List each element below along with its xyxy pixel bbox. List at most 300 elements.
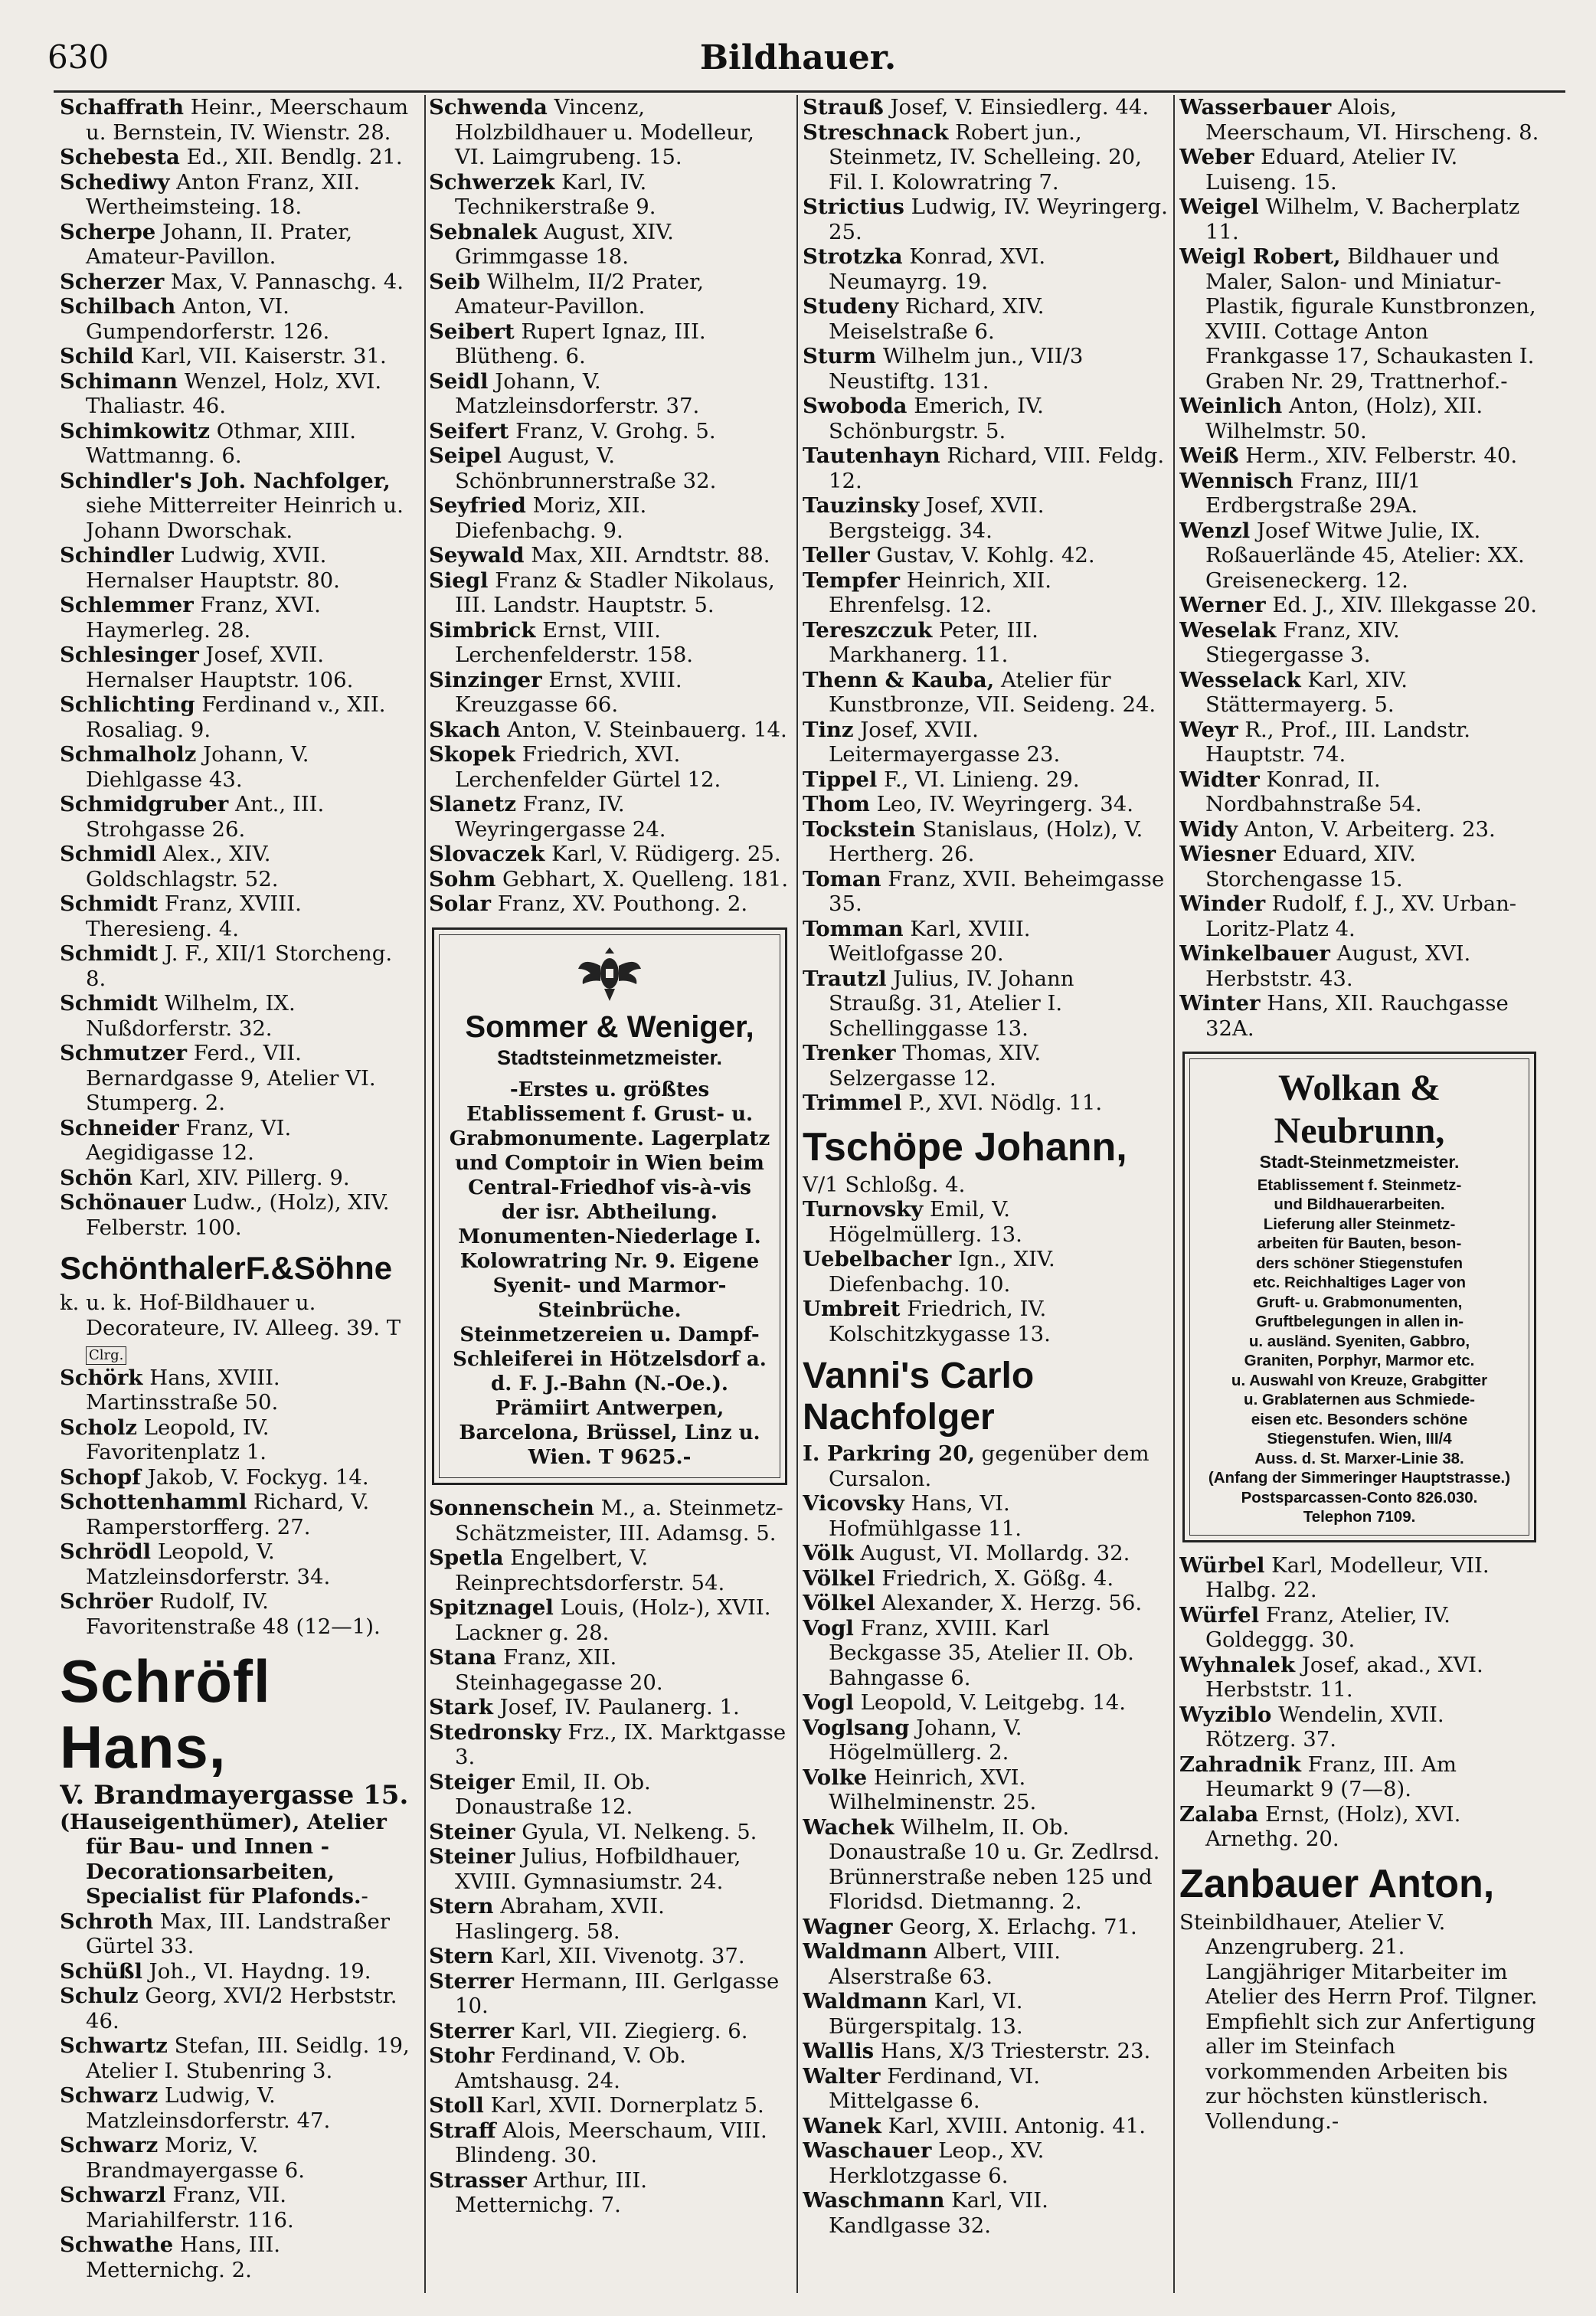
ad-line: u. Auswahl von Kreuze, Grabgitter [1231,1371,1488,1389]
entry-name: Strictius [803,195,904,219]
directory-entry [803,1441,1169,1491]
directory-entry [1179,1910,1539,2134]
entry-name: Schottenhamml [60,1490,247,1514]
running-head: Bildhauer. [699,38,897,77]
entry-name: Zalaba [1179,1801,1259,1827]
directory-entry [60,891,414,941]
directory-entry [429,742,790,792]
directory-entry [60,1589,414,1639]
entry-name: Scholz [60,1415,138,1440]
entry-name: Schmidgruber [60,792,229,816]
entry-name: Tippel [803,767,878,792]
ad-line: ders schöner Stiegenstufen [1256,1254,1463,1272]
entry-name: Tauzinsky [803,493,920,518]
directory-entry [429,220,790,270]
ad-line: Graniten, Porphyr, Marmor etc. [1244,1352,1475,1369]
entry-name: Würbel [1179,1552,1265,1578]
entry-name: Seibert [429,319,515,344]
entry-details: Ernst, (Holz), XVI. Arnethg. 20. [1205,1801,1461,1851]
entry-details: Josef, IV. Paulanerg. 1. [492,1695,740,1719]
entry-name: Spitznagel [429,1595,554,1620]
directory-entry [803,792,1169,817]
entry-name: Streschnack [803,119,949,145]
entry-details: Alois, Meerschaum, VIII. Blindeng. 30. [455,2118,767,2167]
entry-details: Jakob, V. Fockyg. 14. [141,1464,369,1490]
ad-line: eisen etc. Besonders schöne [1251,1410,1468,1428]
directory-entry [429,1695,790,1720]
entry-name: Schlesinger [60,643,199,667]
directory-entry [1179,1752,1539,1802]
ad-subtitle: Stadt-Steinmetzmeister. [1259,1152,1460,1172]
entry-details: Johann, V. Högelmüllerg. 2. [829,1715,1022,1765]
entry-details: Karl, XVII. Dornerplatz 5. [483,2093,764,2118]
entry-name: Schimkowitz [60,418,210,443]
entry-name: Slanetz [429,792,516,816]
entry-details: Heinr., Meerschaum u. Bernstein, IV. Wienstr. 28. [86,95,409,145]
entry-name: Simbrick [429,617,536,643]
directory-entry [1179,618,1539,668]
directory-entry [60,692,414,742]
entry-name: Wasserbauer [1179,95,1332,119]
entry-details: Engelbert, V. Reinprechtsdorferstr. 54. [455,1546,725,1595]
display-heading: SchönthalerF.&Söhne [60,1250,393,1286]
entry-details: Emerich, IV. Schönburgstr. 5. [829,394,1044,443]
entry-details: Leopold, IV. Favoritenplatz 1. [86,1415,270,1464]
entry-name: Schmidt [60,891,159,916]
entry-details: P., XVI. Nödlg. 11. [901,1091,1103,1115]
column-divider [796,95,798,2293]
directory-entry [429,2043,790,2093]
entry-name: Sterrer [429,1968,515,1994]
entry-details: Josef, XVII. Leitermayergasse 23. [829,717,1061,767]
entry-details: Josef, V. Einsiedlerg. 44. [883,95,1150,119]
directory-entry [60,941,414,991]
directory-entry [803,1041,1169,1091]
entry-name: Vogl [803,1690,854,1715]
column-2 [429,95,790,2293]
directory-entry [60,1909,414,1959]
entry-details: Wilhelm jun., VII/3 Neustiftg. 131. [829,344,1084,394]
directory-entry [1179,1603,1539,1653]
directory-entry [803,1247,1169,1297]
entry-details: Max, V. Pannaschg. 4. [164,269,404,294]
entry-details: Franz, VI. Aegidigasse 12. [86,1115,292,1165]
entry-name: Stark [429,1695,493,1719]
entry-details: siehe Mitterreiter Heinrich u. Johann Dworschak. [86,493,404,543]
directory-entry [60,145,414,170]
ad-line: Etablissement f. Steinmetz- [1257,1176,1462,1194]
entry-name: Steiger [429,1769,515,1794]
entry-name: Vogl [803,1615,854,1641]
entry-name: Völkel [803,1591,875,1615]
entry-name: Schroth [60,1909,154,1934]
entry-details: Othmar, XIII. Wattmanng. 6. [86,418,357,468]
entry-name: Toman [803,866,881,891]
entry-details: Louis, (Holz-), XVII. Lackner g. 28. [455,1595,771,1645]
entry-name: Weinlich [1179,394,1283,418]
directory-entry [803,195,1169,244]
entry-name: Wiesner [1179,842,1276,866]
entry-name: Siegl [429,568,489,593]
entry-name: Schmidt [60,991,159,1016]
entry-name: Strotzka [803,244,903,269]
entry-details: Leo, IV. Weyringerg. 34. [869,792,1133,816]
directory-entry [60,1490,414,1539]
entry-name: Stern [429,1894,494,1919]
column-divider [424,95,426,2293]
directory-entry [429,1546,790,1595]
directory-entry [1179,593,1539,618]
entry-details: Friedrich, IV. Kolschitzkygasse 13. [829,1297,1051,1346]
ad-line: u. ausländ. Syeniten, Gabbro, [1248,1332,1470,1350]
entry-name: Seyfried [429,493,526,518]
entry-name: Tockstein [803,816,916,842]
entry-details: Stefan, III. Seidlg. 19, Atelier I. Stubenring 3. [86,2033,410,2083]
entry-name: Schwenda [429,95,548,119]
directory-entry [429,1969,790,2019]
entry-details: Gyula, VI. Nelkeng. 5. [515,1819,757,1844]
directory-entry [1179,1653,1539,1703]
directory-entry [803,2138,1169,2188]
entry-name: Sebnalek [429,219,538,244]
entry-name: Schopf [60,1464,141,1490]
directory-entry [60,220,414,270]
directory-entry [1179,891,1539,941]
directory-entry [803,967,1169,1042]
entry-name: Wallis [803,2039,875,2063]
entry-details: Ludwig, XVII. Hernalser Hauptstr. 80. [86,543,340,593]
directory-entry [60,344,414,369]
entry-details: Hans, XVIII. Martinsstraße 50. [86,1365,280,1415]
entry-name: Vicovsky [803,1491,904,1516]
entry-details: Anton, V. Arbeiterg. 23. [1238,816,1496,842]
directory-entry [1179,718,1539,767]
entry-details: Max, III. Landstraßer Gürtel 33. [86,1909,390,1958]
directory-entry [429,792,790,842]
directory-entry [60,2133,414,2183]
directory-entry [60,1415,414,1465]
ad-line: Telephon 7109. [1303,1508,1416,1526]
entry-name: Wyhnalek [1179,1652,1296,1677]
column-1 [60,95,414,2293]
directory-entry [60,842,414,891]
directory-entry [429,270,790,319]
entry-details: Alexander, X. Herzg. 56. [875,1591,1143,1615]
entry-name: Völk [803,1541,854,1565]
entry-name: Volke [803,1765,868,1790]
entry-name: Schilbach [60,294,176,319]
directory-entry [60,1190,414,1240]
directory-entry [60,991,414,1041]
entry-details: Franz, VII. Mariahilferstr. 116. [86,2183,294,2233]
entry-name: Schwerzek [429,169,555,195]
entry-details: Johann, V. Matzleinsdorferstr. 37. [455,368,700,418]
eagle-emblem-icon [449,943,770,1004]
directory-entry [1179,991,1539,1041]
directory-entry [1179,941,1539,991]
entry-details: Anton, (Holz), XII. Wilhelmstr. 50. [1205,394,1483,443]
entry-name: Weigl Robert, [1179,244,1341,269]
entry-details: Julius, IV. Johann Straußg. 31, Atelier I. Schellinggasse 13. [829,966,1074,1041]
entry-details: Rupert Ignaz, III. Blütheng. 6. [455,319,706,368]
directory-entry [429,1720,790,1770]
entry-details: Thomas, XIV. Selzergasse 12. [829,1041,1042,1091]
entry-name: Trimmel [803,1091,902,1115]
directory-entry [429,319,790,369]
entry-details: Franz, XVII. Beheimgasse 35. [829,866,1165,916]
entry-name: Würfel [1179,1602,1260,1627]
entry-name: Skopek [429,742,516,767]
entry-details: Ed. J., XIV. Illekgasse 20. [1265,593,1537,617]
entry-name: Stedronsky [429,1719,561,1745]
entry-details: Karl, VII. Kandlgasse 32. [829,2188,1048,2238]
entry-name: Waschmann [803,2188,945,2213]
entry-details: Hans, XII. Rauchgasse 32A. [1205,991,1509,1041]
entry-details: Vincenz, Holzbildhauer u. Modelleur, VI. Laimgrubeng. 15. [455,95,754,169]
directory-entry [60,170,414,220]
entry-details: Leopold, V. Matzleinsdorferstr. 34. [86,1539,331,1589]
entry-name: Solar [429,891,491,916]
entry-details: M., a. Steinmetz-Schätzmeister, III. Adamsg. 5. [455,1496,783,1546]
entry-details: Max, XII. Arndtstr. 88. [524,543,770,568]
directory-entry [429,1944,790,1969]
directory-entry [1179,443,1539,469]
ad-title: Wolkan & Neubrunn, [1274,1068,1445,1151]
entry-name: Werner [1179,593,1266,617]
entry-details: - [361,1884,368,1909]
entry-details: Atelier für Kunstbronze, VII. Seideng. 24. [829,667,1156,717]
directory-entry [429,419,790,444]
entry-name: Seib [429,269,481,294]
entry-name: Slovaczek [429,842,545,866]
directory-entry [803,1541,1169,1566]
directory-entry [429,369,790,419]
entry-name: Schlichting [60,692,195,717]
directory-entry [803,1815,1169,1915]
entry-name: Wagner [803,1914,893,1939]
entry-name: Spetla [429,1546,504,1570]
directory-entry [60,543,414,593]
entry-details: Hermann, III. Gerlgasse 10. [455,1968,780,2018]
entry-name: Widter [1179,767,1260,792]
entry-details: Karl, VII. Ziegierg. 6. [514,2018,748,2043]
entry-name: Tereszczuk [803,617,933,643]
entry-name: Straff [429,2118,496,2143]
entry-name: Stana [429,1645,497,1670]
entry-name: Umbreit [803,1297,901,1321]
directory-entry [803,1173,1169,1198]
entry-name: Schmidt [60,941,159,966]
directory-entry [60,1780,414,1811]
directory-entry [429,2019,790,2044]
entry-details: Anton, VI. Gumpendorferstr. 126. [86,294,330,344]
entry-name: Schindler [60,543,174,568]
display-heading: Tschöpe Johann, [803,1124,1127,1169]
directory-entry [429,618,790,668]
entry-details: Heinrich, XII. Ehrenfelsg. 12. [829,568,1052,617]
entry-details: Ernst, VIII. Lerchenfelderstr. 158. [455,617,694,667]
directory-entry [429,568,790,618]
directory-entry [1179,145,1539,195]
directory-entry [60,1041,414,1116]
entry-name: Steiner [429,1819,515,1844]
entry-details: Konrad, II. Nordbahnstraße 54. [1205,767,1422,816]
entry-name: Teller [803,543,870,568]
directory-entry [60,2233,414,2282]
directory-entry [60,419,414,469]
directory-entry [1179,518,1539,594]
directory-entry [803,1491,1169,1541]
directory-entry [60,643,414,692]
entry-details: Bildhauer und Maler, Salon- und Miniatur-Plastik, figurale Kunstbronzen, XVIII. Cottage Anton Frankgasse 17, Schaukasten I. Graben Nr. 29, Trattnerhof.- [1205,244,1536,394]
ad-subtitle: Stadtsteinmetzmeister. [496,1045,723,1069]
directory-entry [429,891,790,917]
entry-details: F., VI. Linieng. 29. [877,767,1080,792]
directory-entry [429,1770,790,1820]
entry-details: Herm., XIV. Felberstr. 40. [1238,443,1518,468]
entry-details: Josef Witwe Julie, IX. Roßauerlände 45, Atelier: XX. Greiseneckerg. 12. [1205,518,1525,593]
page-number: 630 [47,38,110,76]
entry-name: Skach [429,717,501,742]
entry-name: Swoboda [803,394,908,418]
entry-details: Ferdinand, V. Ob. Amtshausg. 24. [455,2043,686,2093]
entry-name: Studeny [803,294,899,319]
entry-details: Ant., III. Strohgasse 26. [86,792,325,842]
entry-details: Gebhart, X. Quelleng. 181. [495,866,789,891]
entry-details: Karl, XVIII. Weitlofgasse 20. [829,916,1031,966]
entry-name: Schörk [60,1365,143,1390]
ad-line: Gruftbelegungen in allen in- [1254,1313,1464,1330]
entry-name: (Hauseigenthümer), Atelier für Bau- und Innen - Decorationsarbeiten, Specialist für Plafonds. [60,1809,387,1909]
entry-details: J. F., XII/1 Storcheng. 8. [86,941,393,991]
directory-entry [60,95,414,145]
directory-entry [803,1989,1169,2039]
ad-frame [439,934,780,1479]
entry-details: Emil, V. Högelmüllerg. 13. [829,1197,1022,1247]
entry-details: Ludwig, IV. Weyringerg. 25. [829,195,1168,244]
entry-name: Schönauer [60,1190,186,1215]
entry-name: Scherzer [60,269,165,294]
directory-entry [429,1645,790,1695]
directory-entry [803,2039,1169,2064]
directory-entry [803,817,1169,867]
directory-entry [803,1915,1169,1940]
column-4 [1179,95,1539,2293]
entry-name: Voglsang [803,1715,910,1740]
entry-name: Schwarzl [60,2183,166,2207]
directory-entry [1179,1802,1539,1852]
entry-name: Völkel [803,1565,875,1591]
entry-name: Wyziblo [1179,1702,1272,1727]
directory-entry [803,668,1169,718]
directory-entry [429,2093,790,2118]
entry-details: Ign., XIV. Diefenbachg. 10. [829,1247,1055,1297]
entry-name: Schindler's Joh. Nachfolger, [60,468,391,493]
directory-entry [429,543,790,568]
entry-name: Turnovsky [803,1197,924,1222]
entry-name: Stohr [429,2043,495,2068]
entry-details: V/1 Schloßg. 4. [803,1172,966,1197]
entry-name: Schwarz [60,2083,159,2108]
entry-details: Eduard, Atelier IV. Luiseng. 15. [1205,145,1458,195]
entry-name: Tomman [803,916,904,941]
entry-details: Ernst, XVIII. Kreuzgasse 66. [455,667,682,717]
entry-name: Steiner [429,1844,515,1869]
entry-details: Wilhelm, V. Bacherplatz 11. [1205,195,1520,244]
entry-details: Franz, XIV. Stiegergasse 3. [1205,617,1400,667]
directory-entry [1179,394,1539,443]
entry-name: Sterrer [429,2018,515,2043]
directory-entry [803,294,1169,344]
entry-details: Karl, Modelleur, VII. Halbg. 22. [1205,1552,1490,1602]
entry-details: Josef, akad., XVI. Herbststr. 11. [1205,1652,1483,1702]
entry-details: Alois, Meerschaum, VI. Hirscheng. 8. [1205,95,1539,145]
column-3 [803,95,1169,2293]
entry-details: Leop., XV. Herklotzgasse 6. [829,2138,1045,2188]
directory-entry [60,2033,414,2083]
ad-title: Sommer & Weniger, [465,1009,754,1044]
entry-details: Georg, X. Erlachg. 71. [892,1914,1137,1939]
directory-entry [60,1166,414,1191]
display-heading: Schröfl Hans, [60,1647,271,1781]
entry-name: Zahradnik [1179,1752,1301,1777]
directory-entry [429,2118,790,2168]
directory-entry [429,1894,790,1944]
entry-name: Weyr [1179,717,1238,742]
entry-name: Weber [1179,145,1254,169]
directory-entry [803,917,1169,967]
entry-name: Trenker [803,1041,896,1065]
entry-name: Scherpe [60,219,156,244]
directory-entry [60,1959,414,1984]
directory-entry [803,344,1169,394]
entry-name: Winter [1179,991,1261,1016]
directory-entry [429,2168,790,2218]
entry-name: Wennisch [1179,468,1293,493]
entry-details: Gustav, V. Kohlg. 42. [869,543,1095,568]
directory-entry [429,668,790,718]
entry-name: Wesselack [1179,667,1301,692]
directory-entry [60,1984,414,2033]
entry-details: August, XIV. Grimmgasse 18. [455,219,674,269]
entry-name: Weselak [1179,617,1277,643]
entry-details: Peter, III. Markhanerg. 11. [829,617,1038,667]
directory-entry [1179,842,1539,891]
entry-details: Hans, X/3 Triesterstr. 23. [874,2039,1151,2063]
directory-entry [1179,1553,1539,1603]
directory-entry [1179,95,1539,145]
directory-entry [1179,469,1539,518]
entry-name: I. Parkring 20, [803,1441,975,1466]
directory-entry [60,1116,414,1166]
entry-details: Karl, XIV. Stättermayerg. 5. [1205,667,1408,717]
directory-entry [60,294,414,344]
entry-details: Wendelin, XVII. Rötzerg. 37. [1205,1702,1444,1752]
ad-frame [1189,1058,1529,1536]
directory-entry [429,493,790,543]
entry-details: August, VI. Mollardg. 32. [853,1541,1130,1565]
directory-entry [803,618,1169,668]
entry-name: Schmidl [60,842,156,866]
directory-entry [429,1496,790,1546]
header-rule [54,90,1565,93]
entry-details: Karl, XVIII. Antonig. 41. [881,2113,1146,2138]
directory-entry [60,2183,414,2233]
entry-name: V. Brandmayergasse 15. [60,1780,409,1811]
advertisement-wolkan-neubrunn [1182,1052,1536,1542]
entry-details: R., Prof., III. Landstr. Hauptstr. 74. [1205,717,1470,767]
entry-name: Waschauer [803,2138,932,2163]
